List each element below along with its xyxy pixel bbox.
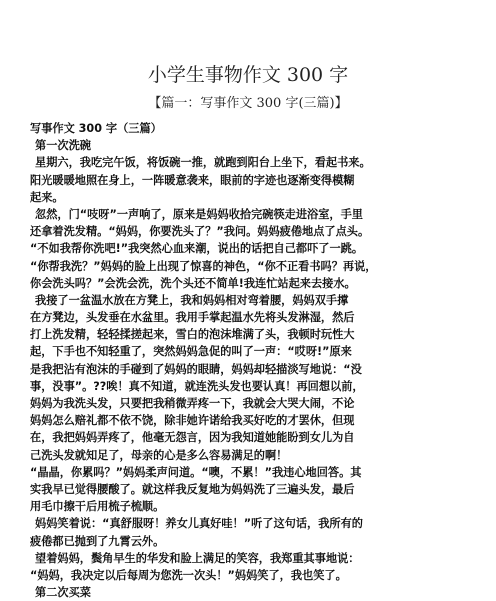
- paragraph-line: 望着妈妈，鬓角早生的华发和脸上满足的笑容，我郑重其事地说：: [35, 551, 360, 565]
- paragraph-line: 起来。: [30, 190, 64, 204]
- paragraph-line: 在方凳边，头发垂在水盆里。我用手掌起温水先将头发淋湿，然后: [30, 311, 355, 325]
- paragraph-line: 疲倦都已抛到了九霄云外。: [30, 534, 165, 548]
- paragraph-line: 实我早已觉得腰酸了。就这样我反复地为妈妈洗了三遍头发，最后: [30, 482, 355, 496]
- paragraph-line: “妈妈，我决定以后每周为您洗一次头！”妈妈笑了，我也笑了。: [30, 568, 347, 582]
- paragraph-line: 我接了一盆温水放在方凳上，我和妈妈相对弯着腰，妈妈双手撑: [35, 293, 349, 307]
- paragraph-line: 用毛巾擦干后用梳子梳顺。: [30, 500, 165, 514]
- document-title: 小学生事物作文 300 字: [147, 64, 349, 86]
- paragraph-line: 起，下手也不知轻重了，突然妈妈急促的叫了一声：“哎呀!”原来: [30, 345, 352, 359]
- paragraph-line: 星期六，我吃完午饭，将饭碗一推，就跑到阳台上坐下，看起书来。: [35, 156, 371, 170]
- paragraph-line: 你会洗头吗？”会洗会洗，洗个头还不简单!我连忙站起来去接水。: [30, 276, 356, 290]
- paragraph-line: 事，没事”。??唉！真不知道，就连洗头发也要认真！再回想以前，: [30, 379, 364, 393]
- paragraph-line: 妈妈怎么赔礼都不依不饶，除非她许诺给我买好吃的才罢休，但现: [30, 414, 355, 428]
- paragraph-line: “晶晶，你累吗？”妈妈柔声问道。“噢，不累！”我违心地回答。其: [30, 465, 362, 479]
- paragraph-line: 还拿着洗发精。“妈妈，你要洗头了？”我问。妈妈疲倦地点了点头。: [30, 225, 370, 239]
- essay-section-heading: 第一次洗碗: [35, 139, 91, 153]
- paragraph-line: 在，我把妈妈弄疼了，他毫无怨言，因为我知道她能盼到女儿为自: [30, 431, 355, 445]
- document-subtitle: 【篇一：写事作文 300 字(三篇)】: [148, 96, 348, 111]
- paragraph-line: 打上洗发精，轻轻揉搓起来，雪白的泡沫堆满了头，我顿时玩性大: [30, 328, 355, 342]
- paragraph-line: 是我把沾有泡沫的手碰到了妈妈的眼睛，妈妈却轻描淡写地说：“没: [30, 362, 362, 376]
- paragraph-line: “你帮我洗？”妈妈的脸上出现了惊喜的神色，“你不正看书吗？再说，: [30, 259, 377, 273]
- essay-heading: 写事作文 300 字（三篇）: [30, 122, 162, 135]
- essay-section-heading: 第二次买菜: [35, 586, 91, 600]
- paragraph-line: “不如我帮你洗吧!”我突然心血来潮，说出的话把自己都吓了一跳。: [30, 242, 364, 256]
- paragraph-line: 己洗头发就知足了，母亲的心是多么容易满足的啊！: [30, 448, 288, 462]
- document-body: [30, 120, 480, 601]
- paragraph-line: 阳光暖暖地照在身上，一阵暖意袭来，眼前的字迹也逐渐变得模糊: [30, 173, 355, 187]
- paragraph-line: 妈妈为我洗头发，只要把我稍微弄疼一下，我就会大哭大闹，不论: [30, 397, 355, 410]
- paragraph-line: 忽然，门“吱呀”一声响了，原来是妈妈收拾完碗筷走进浴室，手里: [35, 207, 363, 221]
- paragraph-line: 妈妈笑着说：“真舒服呀！养女儿真好哇！”听了这句话，我所有的: [35, 517, 363, 531]
